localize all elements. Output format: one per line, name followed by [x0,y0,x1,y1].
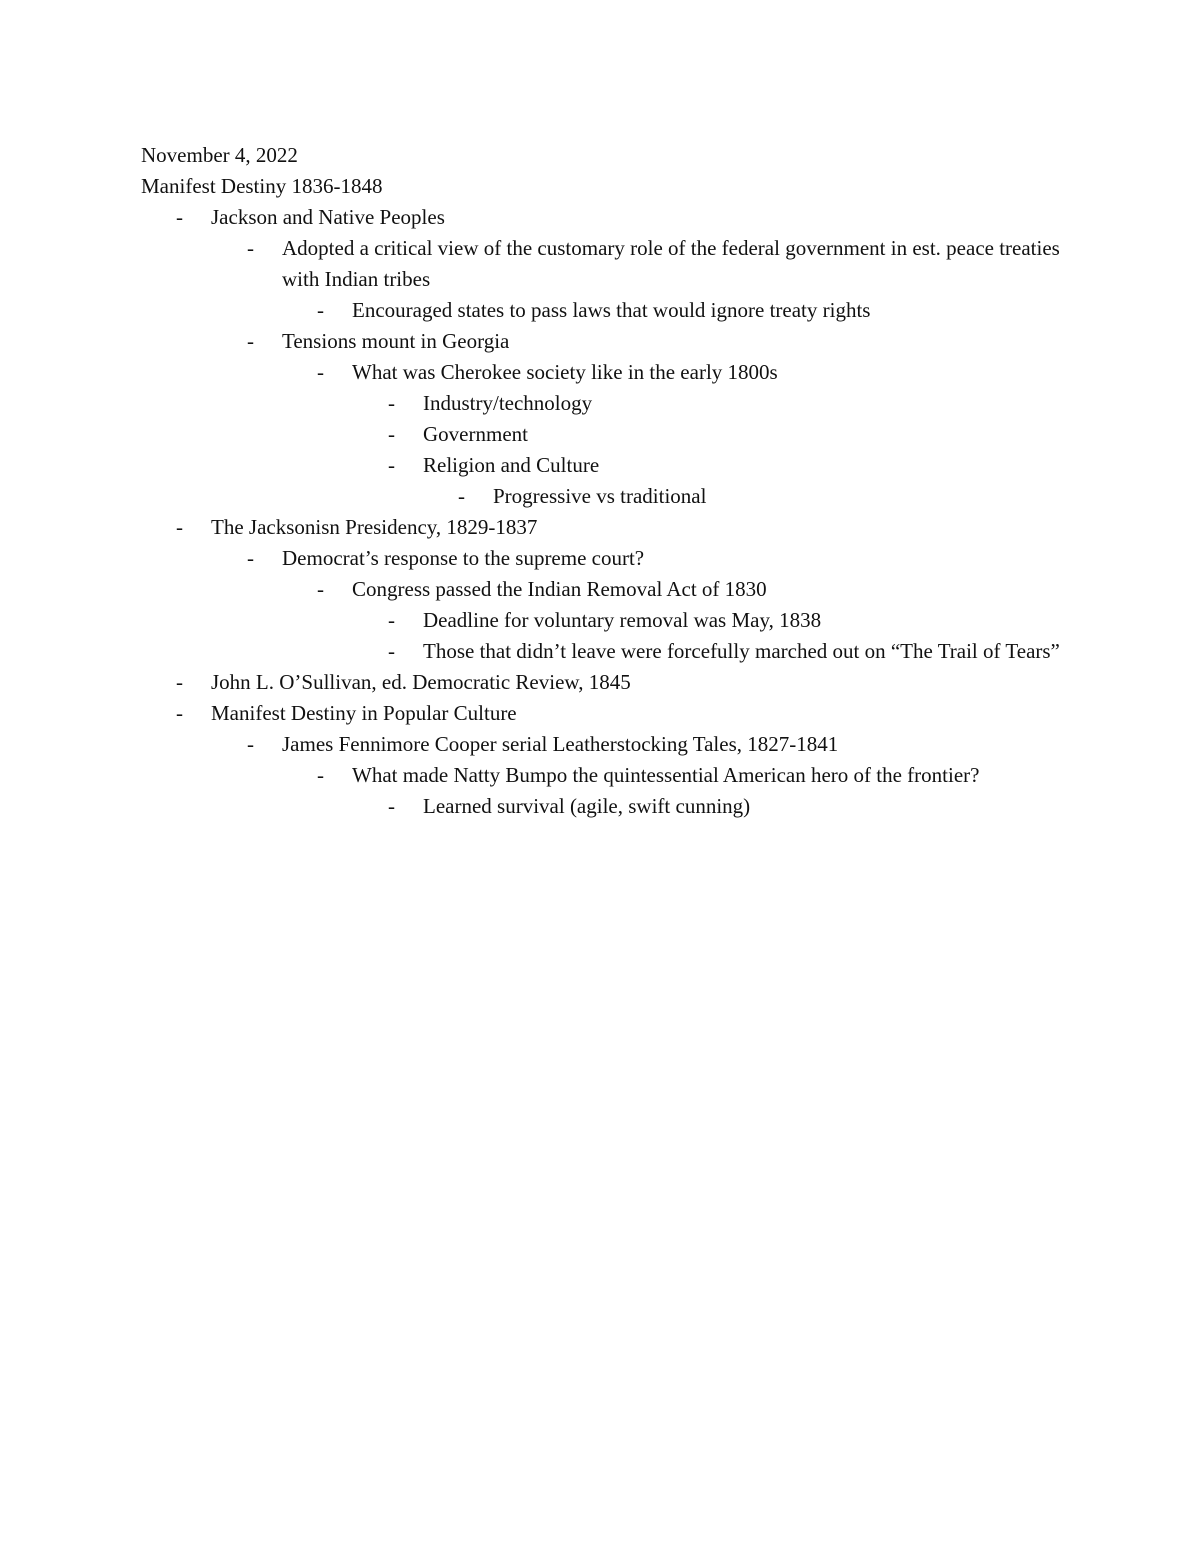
bullet-dash: - [388,453,395,477]
bullet-dash: - [388,391,395,415]
list-item [141,574,1081,605]
list-item-text: What was Cherokee society like in the early 1800s [352,360,778,384]
bullet-dash: - [388,422,395,446]
list-item [141,729,1081,760]
notes-body [141,140,1081,822]
bullet-dash: - [317,763,324,787]
list-item [141,636,1081,667]
list-item-text: Tensions mount in Georgia [282,329,510,353]
list-item-text: Encouraged states to pass laws that would ignore treaty rights [352,298,871,322]
list-item [141,295,1081,326]
list-item-text: Adopted a critical view of the customary role of the federal government in est. peace treaties with Indian tribes [282,236,1060,291]
list-item-text: Religion and Culture [423,453,600,477]
bullet-dash: - [317,360,324,384]
list-item-text: Those that didn’t leave were forcefully marched out on “The Trail of Tears” [423,639,1060,663]
bullet-dash: - [247,732,254,756]
list-item-text: John L. O’Sullivan, ed. Democratic Review, 1845 [211,670,631,694]
notes-title: Manifest Destiny 1836-1848 [141,174,383,198]
list-item [141,388,1081,419]
bullet-dash: - [176,670,183,694]
list-item [141,791,1081,822]
bullet-dash: - [317,298,324,322]
notes-date: November 4, 2022 [141,143,298,167]
list-item [141,512,1081,543]
list-item [141,233,1081,295]
list-item-text: Learned survival (agile, swift cunning) [423,794,751,818]
list-item-text: Democrat’s response to the supreme court? [282,546,645,570]
list-item [141,357,1081,388]
list-item-text: Jackson and Native Peoples [211,205,445,229]
list-item-text: Industry/technology [423,391,593,415]
bullet-dash: - [388,608,395,632]
list-item-text: Congress passed the Indian Removal Act of 1830 [352,577,767,601]
list-item-text: The Jacksonisn Presidency, 1829-1837 [211,515,538,539]
bullet-dash: - [247,546,254,570]
list-item [141,450,1081,481]
bullet-dash: - [388,639,395,663]
list-item-text: Deadline for voluntary removal was May, 1838 [423,608,822,632]
bullet-dash: - [247,236,254,260]
list-item-text: James Fennimore Cooper serial Leatherstocking Tales, 1827-1841 [282,732,839,756]
list-item [141,481,1081,512]
list-item-text: Government [423,422,528,446]
list-item-text: Manifest Destiny in Popular Culture [211,701,517,725]
list-item-text: Progressive vs traditional [493,484,707,508]
list-item [141,605,1081,636]
bullet-dash: - [247,329,254,353]
list-item [141,419,1081,450]
list-item [141,760,1081,791]
bullet-dash: - [176,205,183,229]
bullet-dash: - [458,484,465,508]
list-item [141,202,1081,233]
list-item [141,667,1081,698]
bullet-dash: - [176,515,183,539]
list-item [141,543,1081,574]
list-item [141,698,1081,729]
bullet-dash: - [317,577,324,601]
list-item [141,326,1081,357]
list-item-text: What made Natty Bumpo the quintessential American hero of the frontier? [352,763,980,787]
bullet-dash: - [176,701,183,725]
bullet-dash: - [388,794,395,818]
